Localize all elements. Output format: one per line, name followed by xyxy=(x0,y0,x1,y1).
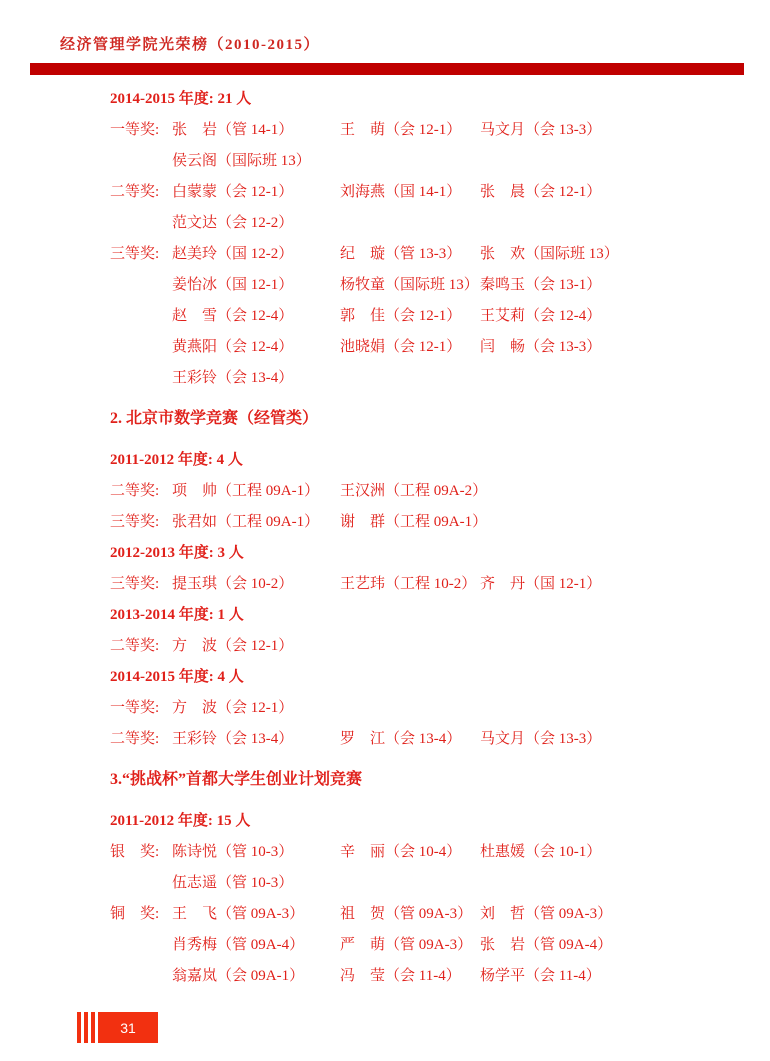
awardee-name: 纪 璇（管 13-3） xyxy=(340,246,462,262)
award-label xyxy=(110,332,172,363)
award-label: 三等奖: xyxy=(110,514,160,530)
awardee-name: 赵美玲（国 12-2） xyxy=(172,246,294,262)
year-heading: 2011-2012 年度: 4 人 xyxy=(110,452,243,468)
award-label xyxy=(110,363,172,394)
award-row xyxy=(110,115,744,146)
awardee-name: 闫 畅（会 13-3） xyxy=(480,339,602,355)
awardee-name: 王艾莉（会 12-4） xyxy=(480,308,602,324)
footer-stripe-decoration xyxy=(77,1012,81,1043)
awardee-name: 秦鸣玉（会 13-1） xyxy=(480,277,602,293)
year-heading: 2012-2013 年度: 3 人 xyxy=(110,545,244,561)
awardee-name: 方 波（会 12-1） xyxy=(172,638,294,654)
awardee-name: 刘 哲（管 09A-3） xyxy=(480,906,613,922)
award-row xyxy=(110,569,744,600)
awardee-name: 杨学平（会 11-4） xyxy=(480,968,601,984)
awardee-name: 严 萌（管 09A-3） xyxy=(340,937,473,953)
award-label: 三等奖: xyxy=(110,576,160,592)
year-heading: 2011-2012 年度: 15 人 xyxy=(110,813,251,829)
award-row xyxy=(110,476,744,507)
award-section xyxy=(110,764,744,992)
award-label: 二等奖: xyxy=(110,483,160,499)
awardee-name: 姜怡冰（国 12-1） xyxy=(172,277,294,293)
awardee-name: 张君如（工程 09A-1） xyxy=(172,514,320,530)
awardee-name: 白蒙蒙（会 12-1） xyxy=(172,184,294,200)
awardee-name: 马文月（会 13-3） xyxy=(480,731,602,747)
awardee-name: 提玉琪（会 10-2） xyxy=(172,576,294,592)
award-row xyxy=(110,332,744,363)
award-label: 一等奖: xyxy=(110,700,160,716)
year-heading: 2013-2014 年度: 1 人 xyxy=(110,607,244,623)
award-label xyxy=(110,930,172,961)
page-number: 31 xyxy=(120,1019,136,1036)
awardee-name: 罗 江（会 13-4） xyxy=(340,731,462,747)
award-label xyxy=(110,146,172,177)
award-label xyxy=(110,868,172,899)
awardee-name: 马文月（会 13-3） xyxy=(480,122,602,138)
award-row xyxy=(110,899,744,930)
award-label xyxy=(110,270,172,301)
section-heading: 2. 北京市数学竞赛（经管类） xyxy=(110,410,319,427)
award-row xyxy=(110,693,744,724)
year-heading: 2014-2015 年度: 4 人 xyxy=(110,669,244,685)
year-heading: 2014-2015 年度: 21 人 xyxy=(110,91,252,107)
award-label: 二等奖: xyxy=(110,638,160,654)
awardee-name: 辛 丽（会 10-4） xyxy=(340,844,462,860)
page-footer xyxy=(77,1012,158,1043)
award-row xyxy=(110,177,744,208)
footer-stripe-decoration xyxy=(91,1012,95,1043)
awardee-name: 杜惠媛（会 10-1） xyxy=(480,844,602,860)
awardee-name: 王艺玮（工程 10-2） xyxy=(340,576,477,592)
awardee-name: 伍志遥（管 10-3） xyxy=(172,875,294,891)
page-header-title: 经济管理学院光荣榜（2010-2015） xyxy=(60,37,320,53)
award-label: 二等奖: xyxy=(110,184,160,200)
awardee-name: 祖 贺（管 09A-3） xyxy=(340,906,473,922)
awardee-name: 项 帅（工程 09A-1） xyxy=(172,483,320,499)
award-row xyxy=(110,868,744,899)
award-row xyxy=(110,930,744,961)
awardee-name: 池晓娟（会 12-1） xyxy=(340,339,462,355)
awardee-name: 齐 丹（国 12-1） xyxy=(480,576,602,592)
awardee-name: 范文达（会 12-2） xyxy=(172,215,294,231)
footer-stripe-decoration xyxy=(84,1012,88,1043)
award-label: 一等奖: xyxy=(110,122,160,138)
awardee-name: 张 欢（国际班 13） xyxy=(480,246,619,262)
awardee-name: 陈诗悦（管 10-3） xyxy=(172,844,294,860)
awardee-name: 翁嘉岚（会 09A-1） xyxy=(172,968,305,984)
awardee-name: 谢 群（工程 09A-1） xyxy=(340,514,488,530)
awardee-name: 冯 莹（会 11-4） xyxy=(340,968,461,984)
award-row xyxy=(110,724,744,755)
award-section xyxy=(110,403,744,755)
awardee-name: 王彩铃（会 13-4） xyxy=(172,370,294,386)
awardee-name: 张 岩（管 09A-4） xyxy=(480,937,613,953)
award-row xyxy=(110,961,744,992)
award-row xyxy=(110,239,744,270)
page-number-badge xyxy=(98,1012,158,1043)
section-heading: 3.“挑战杯”首都大学生创业计划竞赛 xyxy=(110,771,363,788)
page-content xyxy=(0,84,770,992)
header-rule-bar xyxy=(30,63,744,75)
awardee-name: 王 萌（会 12-1） xyxy=(340,122,462,138)
award-row xyxy=(110,208,744,239)
awardee-name: 方 波（会 12-1） xyxy=(172,700,294,716)
award-row xyxy=(110,363,744,394)
awardee-name: 王 飞（管 09A-3） xyxy=(172,906,305,922)
awardee-name: 肖秀梅（管 09A-4） xyxy=(172,937,305,953)
award-row xyxy=(110,631,744,662)
award-label: 三等奖: xyxy=(110,246,160,262)
award-row xyxy=(110,837,744,868)
award-label: 二等奖: xyxy=(110,731,160,747)
award-label: 银 奖: xyxy=(110,844,160,860)
awardee-name: 黄燕阳（会 12-4） xyxy=(172,339,294,355)
awardee-name: 王汉洲（工程 09A-2） xyxy=(340,483,488,499)
awardee-name: 张 晨（会 12-1） xyxy=(480,184,602,200)
awardee-name: 侯云阁（国际班 13） xyxy=(172,153,311,169)
award-label xyxy=(110,208,172,239)
award-row xyxy=(110,146,744,177)
awardee-name: 赵 雪（会 12-4） xyxy=(172,308,294,324)
awardee-name: 郭 佳（会 12-1） xyxy=(340,308,462,324)
award-row xyxy=(110,270,744,301)
awardee-name: 张 岩（管 14-1） xyxy=(172,122,294,138)
award-row xyxy=(110,507,744,538)
award-label: 铜 奖: xyxy=(110,906,160,922)
award-label xyxy=(110,961,172,992)
awardee-name: 刘海燕（国 14-1） xyxy=(340,184,462,200)
awardee-name: 杨牧童（国际班 13） xyxy=(340,277,479,293)
award-label xyxy=(110,301,172,332)
awardee-name: 王彩铃（会 13-4） xyxy=(172,731,294,747)
award-section xyxy=(110,84,744,394)
award-row xyxy=(110,301,744,332)
